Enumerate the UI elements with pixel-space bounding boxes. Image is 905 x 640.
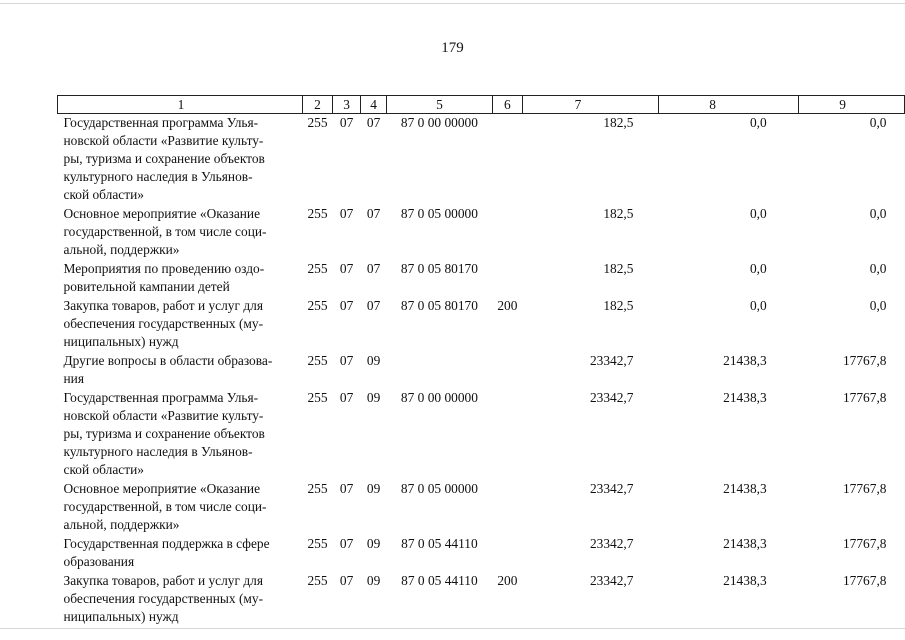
cell-col4: 09 [366,390,381,405]
cell-col3: 07 [339,481,354,496]
cell-col7: 23342,7 [589,390,634,405]
cell-col6 [492,352,522,389]
cell-col5: 87 0 00 00000 [400,115,478,130]
cell-col9: 17767,8 [842,536,887,551]
column-header-1: 1 [58,96,303,114]
row-description: Государственная поддержка в сфере образования [63,536,270,569]
row-description: Другие вопросы в области образова- ния [63,353,273,386]
cell-col7: 182,5 [603,261,634,276]
cell-col7: 182,5 [603,115,634,130]
row-description: Закупка товаров, работ и услуг для обеспечения государственных (му- ниципальных) нужд [63,298,264,349]
column-number-row [58,96,905,114]
cell-col5: 87 0 05 44110 [401,573,478,588]
cell-col8: 0,0 [749,115,767,130]
table-row [58,535,905,572]
cell-col5: 87 0 00 00000 [400,390,478,405]
cell-col4: 07 [366,115,381,130]
cell-col6: 200 [497,573,518,588]
cell-col5 [387,352,493,389]
cell-col3: 07 [339,573,354,588]
cell-col8: 21438,3 [723,353,767,368]
cell-col5: 87 0 05 44110 [401,536,478,551]
cell-col3: 07 [339,390,354,405]
scan-top-edge [0,3,905,4]
cell-col3: 07 [339,115,354,130]
cell-col3: 07 [339,206,354,221]
cell-col5: 87 0 05 00000 [400,481,478,496]
cell-col4: 09 [366,481,381,496]
cell-col2: 255 [307,206,328,221]
cell-col4: 09 [366,353,381,368]
row-description: Мероприятия по проведению оздо- ровительной кампании детей [63,261,265,294]
scan-bottom-edge [0,628,905,629]
cell-col6: 200 [497,298,518,313]
cell-col2: 255 [307,481,328,496]
table-row [58,389,905,480]
column-header-9: 9 [799,96,905,114]
cell-col6 [492,389,522,480]
cell-col5: 87 0 05 80170 [400,261,478,276]
table-row [58,297,905,352]
column-header-7: 7 [522,96,658,114]
cell-col7: 182,5 [603,206,634,221]
cell-col3: 07 [339,261,354,276]
cell-col9: 17767,8 [842,481,887,496]
cell-col4: 09 [366,536,381,551]
cell-col9: 0,0 [869,115,887,130]
cell-col3: 07 [339,536,354,551]
page-number: 179 [441,40,464,56]
cell-col6 [492,260,522,297]
cell-col9: 17767,8 [842,573,887,588]
table-row [58,260,905,297]
cell-col3: 07 [339,353,354,368]
cell-col4: 07 [366,206,381,221]
budget-table [57,95,905,627]
column-header-4: 4 [361,96,387,114]
cell-col4: 07 [366,261,381,276]
cell-col9: 0,0 [869,261,887,276]
cell-col6 [492,205,522,260]
cell-col7: 182,5 [603,298,634,313]
cell-col8: 0,0 [749,261,767,276]
cell-col3: 07 [339,298,354,313]
cell-col2: 255 [307,298,328,313]
cell-col7: 23342,7 [589,536,634,551]
row-description: Государственная программа Улья- новской области «Развитие культу- ры, туризма и сохранение объектов культурного наследия в Ульянов- ской области» [63,390,265,477]
table-row [58,114,905,206]
table-row [58,352,905,389]
cell-col4: 07 [366,298,381,313]
cell-col8: 21438,3 [723,481,767,496]
cell-col9: 0,0 [869,298,887,313]
table-row [58,480,905,535]
row-description: Государственная программа Улья- новской области «Развитие культу- ры, туризма и сохранение объектов культурного наследия в Ульянов- ской области» [63,115,265,202]
cell-col9: 0,0 [869,206,887,221]
column-header-2: 2 [302,96,332,114]
cell-col7: 23342,7 [589,353,634,368]
row-description: Основное мероприятие «Оказание государственной, в том числе соци- альной, поддержки» [63,481,267,532]
cell-col6 [492,114,522,206]
table-row [58,572,905,627]
row-description: Основное мероприятие «Оказание государственной, в том числе соци- альной, поддержки» [63,206,267,257]
table-row [58,205,905,260]
row-description: Закупка товаров, работ и услуг для обеспечения государственных (му- ниципальных) нужд [63,573,264,624]
cell-col8: 0,0 [749,298,767,313]
cell-col8: 21438,3 [723,390,767,405]
cell-col8: 21438,3 [723,536,767,551]
cell-col5: 87 0 05 00000 [400,206,478,221]
column-header-5: 5 [387,96,493,114]
cell-col9: 17767,8 [842,390,887,405]
cell-col8: 21438,3 [723,573,767,588]
cell-col2: 255 [307,573,328,588]
cell-col7: 23342,7 [589,481,634,496]
cell-col8: 0,0 [749,206,767,221]
cell-col6 [492,480,522,535]
column-header-6: 6 [492,96,522,114]
column-header-8: 8 [658,96,798,114]
cell-col7: 23342,7 [589,573,634,588]
cell-col4: 09 [366,573,381,588]
cell-col5: 87 0 05 80170 [400,298,478,313]
column-header-3: 3 [333,96,361,114]
cell-col2: 255 [307,536,328,551]
cell-col9: 17767,8 [842,353,887,368]
cell-col2: 255 [307,115,328,130]
cell-col2: 255 [307,261,328,276]
cell-col2: 255 [307,390,328,405]
cell-col6 [492,535,522,572]
cell-col2: 255 [307,353,328,368]
